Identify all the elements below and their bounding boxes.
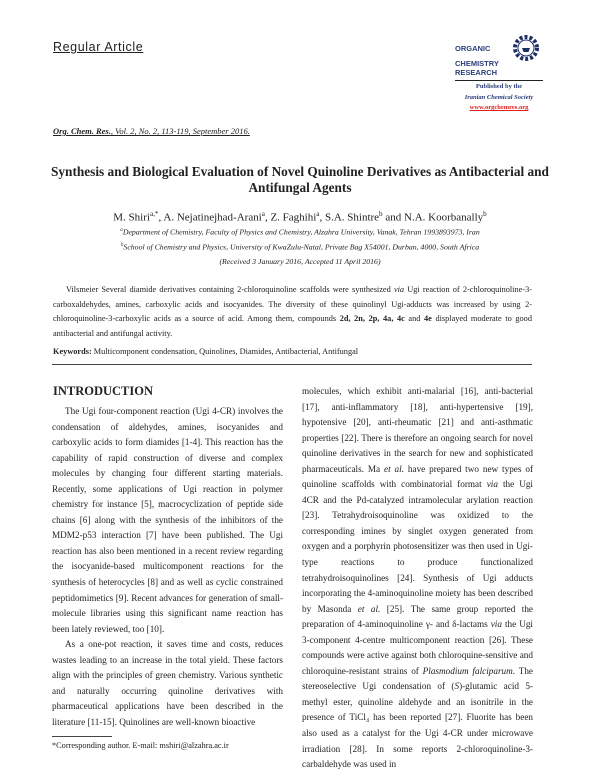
paragraph: As a one-pot reaction, it saves time and costs, reduces wastes leading to an increase in the total yield. These factors align with the principles of green chemistry. Various synthetic and naturally occurring quinoline derivatives with pharmaceutical applications have been described in the literature [11-15]. Quinolines are well-known bioactive: [52, 639, 283, 727]
affiliation: [40, 242, 560, 252]
abstract-compounds: 2d, 2n, 2p, 4a, 4c: [339, 314, 405, 323]
text: et al.: [384, 463, 405, 474]
text: [25]. The same group reported the preparation of 4-aminoquinoline γ- and δ-lactams: [302, 603, 533, 630]
logo-line-1: ORGANIC: [455, 44, 491, 53]
author: M. Shiri: [113, 211, 150, 224]
keywords-label: Keywords:: [53, 347, 92, 356]
text: the Ugi 3-component 4-centre multicomponent reaction [26]. These compounds were active against both chloroquine-sensitive and chloroquine-resistant strains of: [302, 619, 533, 676]
keywords: [53, 347, 358, 356]
author-affiliation-mark: a: [316, 210, 320, 218]
logo-line-3: RESEARCH: [455, 68, 498, 77]
text: )-glutamic acid 5-methyl ester, quinoline aldehyde and an isonitrile in the presence of TiCl₄ has been reported [27]. Fluorite has been also used as a catalyst for the Ugi 4-CR under microwave irradiation [28]. In some reports 2-chloroquinoline-3-carbaldehyde was used in: [302, 681, 533, 770]
footnote-divider: [52, 736, 112, 737]
author: N.A. Koorbanally: [404, 211, 484, 224]
separator: ,: [319, 211, 325, 224]
abstract-text: Ugi reaction of 2-chloroquinoline-3-carboxaldehydes, amines, carboxylic acids and isocyanides. The diversity of these quinolinyl Ugi-adducts was increased by using 2-chloroquinoline-3-carboxylic acids as a source of acid. Among them, compounds: [53, 285, 532, 323]
author-list: [40, 210, 560, 224]
keywords-text: Multicomponent condensation, Quinolines, Diamides, Antibacterial, Antifungal: [91, 347, 359, 356]
text: Plasmodium falciparum: [422, 665, 513, 676]
received-dates: (Received 3 January 2016, Accepted 11 April 2016): [219, 257, 381, 266]
right-column: [302, 384, 533, 773]
abstract-compounds: 4e: [424, 314, 432, 323]
logo-line-2: CHEMISTRY: [455, 59, 499, 68]
abstract-text: Vilsmeier Several diamide derivatives containing 2-chloroquinoline scaffolds were synthesized: [66, 285, 394, 294]
abstract-text: and: [404, 314, 425, 323]
author-affiliation-mark: b: [379, 210, 383, 218]
author: Z. Faghihi: [270, 211, 317, 224]
author-affiliation-mark: b: [483, 210, 487, 218]
journal-url-link[interactable]: www.orgchemres.org: [469, 104, 529, 111]
author-affiliation-mark: a,*: [149, 210, 159, 218]
text: via: [486, 479, 498, 490]
paragraph: The Ugi four-component reaction (Ugi 4-CR) involves the condensation of aldehydes, amines, isocyanides and carboxylic acids to form diamides [1-4]. This reaction has the capability of rapid construction of diverse and complex molecules by changing four different starting materials. Recently, some applications of Ugi reaction in polymer chemistry for instance [5], macrocyclization of peptide side chains [6] along with the synthesis of the inhibitors of the MDM2-p53 interaction [7] have been published. The Ugi reaction has also been mentioned in a recent review regarding the isocyanide-based multicomponent reactions for the synthesis of heterocycles [8] and as well as cyclic constrained peptidomimetics [9]. Recent advances for generation of small-molecule libraries using this significant name reaction has been lately reviewed, too [10].: [52, 406, 283, 634]
text: . The stereoselective Ugi condensation of (: [302, 665, 534, 692]
separator: ,: [158, 211, 164, 224]
text: the Ugi 4CR and the Pd-catalyzed intramolecular arylation reaction [23]. Tetrahydroisoquinoline was oxidized to the corresponding imines by singlet oxygen generated from oxygen and a porphyrin photosensitizer was then used in Ugi-type reactions to produce functionalized tetrahydroisoquinolines [24]. Synthesis of Ugi adducts incorporating the 4-aminoquinoline moiety has been described by Masonda: [302, 479, 533, 614]
text: via: [490, 619, 502, 630]
text: et al.: [357, 603, 381, 614]
abstract-text: displayed moderate to good antibacterial and antifungal activity.: [53, 314, 532, 338]
affiliation-text: School of Chemistry and Physics, University of KwaZulu-Natal, Private Bag X54001, Durban, 4000, South Africa: [123, 242, 480, 252]
citation-details: , Vol. 2, No. 2, 113-119, September 2016.: [110, 126, 250, 136]
affiliation-mark: b: [120, 242, 124, 248]
paragraph: [302, 384, 533, 773]
divider: [52, 364, 532, 365]
citation: [53, 126, 250, 136]
author-affiliation-mark: a: [261, 210, 265, 218]
affiliation: [40, 227, 560, 237]
footnote: *Corresponding author. E-mail: mshiri@alzahra.ac.ir: [52, 741, 229, 750]
article-type-label: Regular Article: [53, 40, 144, 54]
text: have prepared two new types of quinoline scaffolds with combinatorial format: [302, 463, 534, 490]
separator: ,: [264, 211, 271, 224]
published-by: Published by the: [475, 83, 523, 90]
journal-logo: [455, 30, 555, 111]
citation-journal: Org. Chem. Res.: [53, 126, 111, 136]
gear-flask-emblem-icon: [511, 33, 541, 63]
affiliation-mark: a: [120, 227, 123, 233]
author: S.A. Shintre: [324, 211, 380, 224]
logo-divider: [455, 80, 543, 81]
abstract-text: via: [393, 285, 405, 294]
left-column: [52, 404, 283, 730]
separator: and: [382, 211, 405, 224]
affiliation-text: Department of Chemistry, Faculty of Physics and Chemistry, Alzahra University, Vanak, Tehran 1993893973, Iran: [122, 227, 480, 237]
paper-title: Synthesis and Biological Evaluation of Novel Quinoline Derivatives as Antibacterial and Antifungal Agents: [51, 164, 549, 195]
author: A. Nejatinejhad-Arani: [163, 211, 262, 224]
society-name: Iranian Chemical Society: [464, 94, 534, 101]
section-heading: INTRODUCTION: [53, 384, 154, 398]
abstract: [53, 283, 532, 341]
text: S: [454, 681, 460, 692]
text: molecules, which exhibit anti-malarial [16], anti-bacterial [17], anti-inflammatory [18], anti-hypertensive [19], hypotensive [20], anti-rheumatic [21] and anti-asthmatic properties [22]. There is therefore an ongoing search for novel quinoline derivatives in the search for new and sophisticated pharmaceuticals. Ma: [302, 386, 533, 474]
